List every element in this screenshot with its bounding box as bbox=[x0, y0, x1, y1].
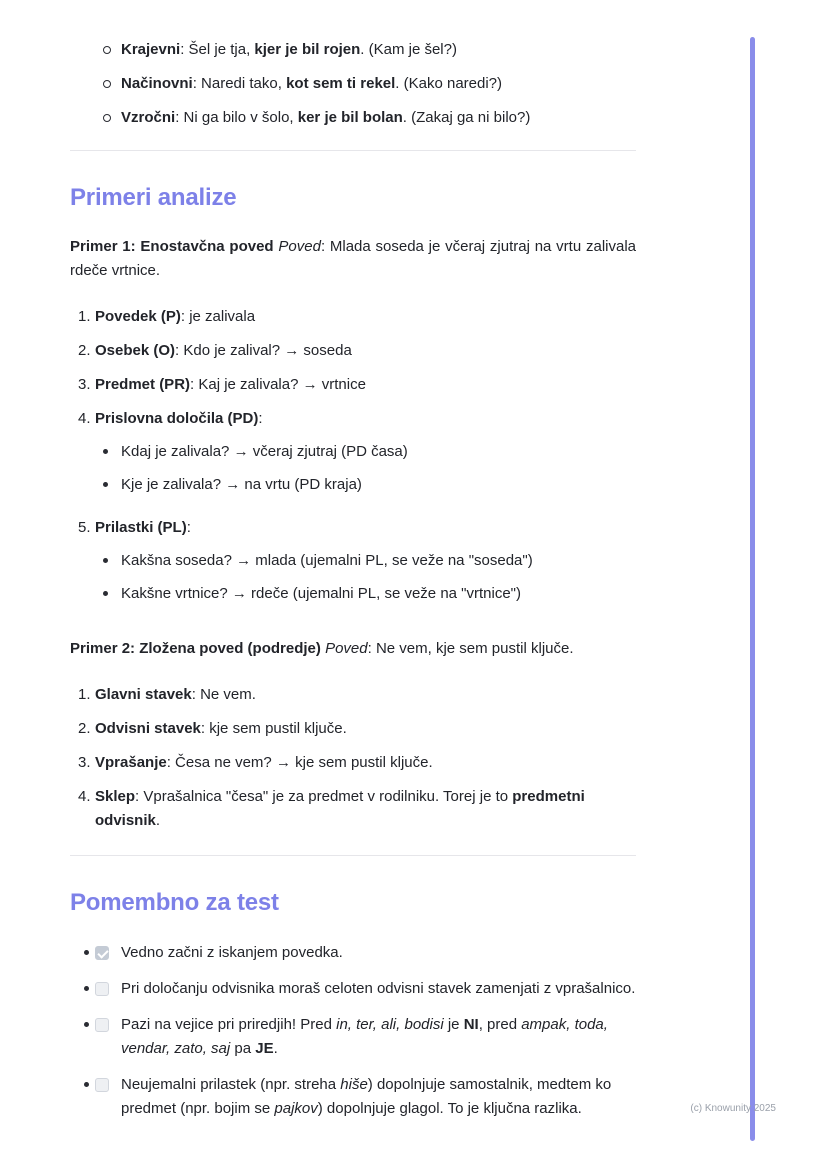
sub-list-item bbox=[103, 440, 636, 464]
analysis-step bbox=[78, 305, 636, 329]
list-number: 3. bbox=[78, 376, 91, 394]
list-number: 3. bbox=[78, 754, 91, 772]
sub-item-text: Kakšne vrtnice? → rdeče (ujemalni PL, se veže na "vrtnice") bbox=[121, 585, 521, 603]
checklist-item-text: Neujemalni prilastek (npr. streha hiše) dopolnjuje samostalnik, medtem ko predmet (npr. bojim se pajkov) dopolnjuje glagol. To je ključna razlika. bbox=[121, 1075, 612, 1117]
analysis-step bbox=[78, 785, 636, 833]
dot-bullet-icon bbox=[103, 591, 108, 596]
step-text: Osebek (O): Kdo je zalival? → soseda bbox=[95, 342, 352, 360]
document-content bbox=[70, 38, 636, 1133]
checkbox-icon bbox=[95, 1018, 109, 1032]
dot-bullet-icon bbox=[103, 558, 108, 563]
example2-analysis-list bbox=[70, 683, 636, 833]
list-number: 5. bbox=[78, 519, 91, 537]
page-accent-bar bbox=[750, 37, 755, 1141]
step-text: Sklep: Vprašalnica "česa" je za predmet v rodilniku. Torej je to predmetni odvisnik. bbox=[95, 788, 585, 830]
circle-bullet-icon bbox=[103, 114, 111, 122]
analysis-step bbox=[78, 516, 636, 615]
checkbox-icon bbox=[95, 946, 109, 960]
analysis-step bbox=[78, 339, 636, 363]
checklist-item bbox=[84, 1013, 636, 1061]
list-number: 2. bbox=[78, 342, 91, 360]
sub-list-item bbox=[103, 473, 636, 497]
checklist-item bbox=[84, 941, 636, 965]
example1-analysis-list bbox=[70, 305, 636, 615]
checklist-item bbox=[84, 1073, 636, 1121]
sub-list-item bbox=[103, 549, 636, 573]
test-checklist bbox=[70, 941, 636, 1121]
list-number: 4. bbox=[78, 788, 91, 806]
analysis-step bbox=[78, 683, 636, 707]
list-item bbox=[103, 38, 636, 62]
step-text: Vprašanje: Česa ne vem? → kje sem pustil ključe. bbox=[95, 754, 433, 772]
list-item-text: Krajevni: Šel je tja, kjer je bil rojen. (Kam je šel?) bbox=[121, 41, 457, 58]
sub-item-text: Kje je zalivala? → na vrtu (PD kraja) bbox=[121, 476, 362, 494]
checklist-item-text: Pri določanju odvisnika moraš celoten odvisni stavek zamenjati z vprašalnico. bbox=[121, 979, 636, 997]
divider bbox=[70, 855, 636, 856]
list-item-text: Načinovni: Naredi tako, kot sem ti rekel. (Kako naredi?) bbox=[121, 75, 503, 92]
list-number: 4. bbox=[78, 410, 91, 428]
checkbox-icon bbox=[95, 982, 109, 996]
checklist-item-text: Pazi na vejice pri priredjih! Pred in, ter, ali, bodisi je NI, pred ampak, toda, vendar, zato, saj pa JE. bbox=[121, 1015, 608, 1057]
checkbox-icon bbox=[95, 1078, 109, 1092]
list-number: 1. bbox=[78, 686, 91, 704]
dot-bullet-icon bbox=[84, 986, 89, 991]
list-item bbox=[103, 106, 636, 130]
dot-bullet-icon bbox=[103, 449, 108, 454]
circle-bullet-icon bbox=[103, 46, 111, 54]
analysis-step bbox=[78, 373, 636, 397]
list-number: 1. bbox=[78, 308, 91, 326]
sub-list bbox=[95, 549, 636, 606]
checklist-item-text: Vedno začni z iskanjem povedka. bbox=[121, 943, 343, 961]
step-text: Povedek (P): je zalivala bbox=[95, 308, 256, 326]
adverbial-examples-list bbox=[70, 38, 636, 130]
dot-bullet-icon bbox=[84, 1082, 89, 1087]
list-number: 2. bbox=[78, 720, 91, 738]
circle-bullet-icon bbox=[103, 80, 111, 88]
step-text: Predmet (PR): Kaj je zalivala? → vrtnice bbox=[95, 376, 366, 394]
dot-bullet-icon bbox=[103, 482, 108, 487]
step-text: Prilastki (PL): bbox=[95, 519, 191, 537]
step-text: Glavni stavek: Ne vem. bbox=[95, 686, 256, 704]
step-text: Prislovna določila (PD): bbox=[95, 410, 263, 428]
step-text: Odvisni stavek: kje sem pustil ključe. bbox=[95, 720, 347, 738]
sub-list bbox=[95, 440, 636, 497]
section-heading-pomembno-za-test: Pomembno za test bbox=[70, 889, 279, 917]
divider bbox=[70, 150, 636, 151]
footer-credit: (c) Knowunity 2025 bbox=[690, 1103, 776, 1114]
section-heading-primeri-analize: Primeri analize bbox=[70, 184, 237, 211]
checklist-item bbox=[84, 977, 636, 1001]
sub-list-item bbox=[103, 582, 636, 606]
analysis-step bbox=[78, 717, 636, 741]
dot-bullet-icon bbox=[84, 950, 89, 955]
list-item bbox=[103, 72, 636, 96]
example2-sentence: Primer 2: Zložena poved (podredje) Poved: Ne vem, kje sem pustil ključe. bbox=[70, 640, 574, 658]
example1-sentence: Primer 1: Enostavčna poved Poved: Mlada soseda je včeraj zjutraj na vrtu zalivala rdeče vrtnice. bbox=[70, 238, 636, 280]
analysis-step bbox=[78, 751, 636, 775]
analysis-step bbox=[78, 407, 636, 506]
list-item-text: Vzročni: Ni ga bilo v šolo, ker je bil bolan. (Zakaj ga ni bilo?) bbox=[121, 109, 531, 126]
sub-item-text: Kakšna soseda? → mlada (ujemalni PL, se veže na "soseda") bbox=[121, 552, 533, 570]
sub-item-text: Kdaj je zalivala? → včeraj zjutraj (PD časa) bbox=[121, 443, 408, 461]
dot-bullet-icon bbox=[84, 1022, 89, 1027]
